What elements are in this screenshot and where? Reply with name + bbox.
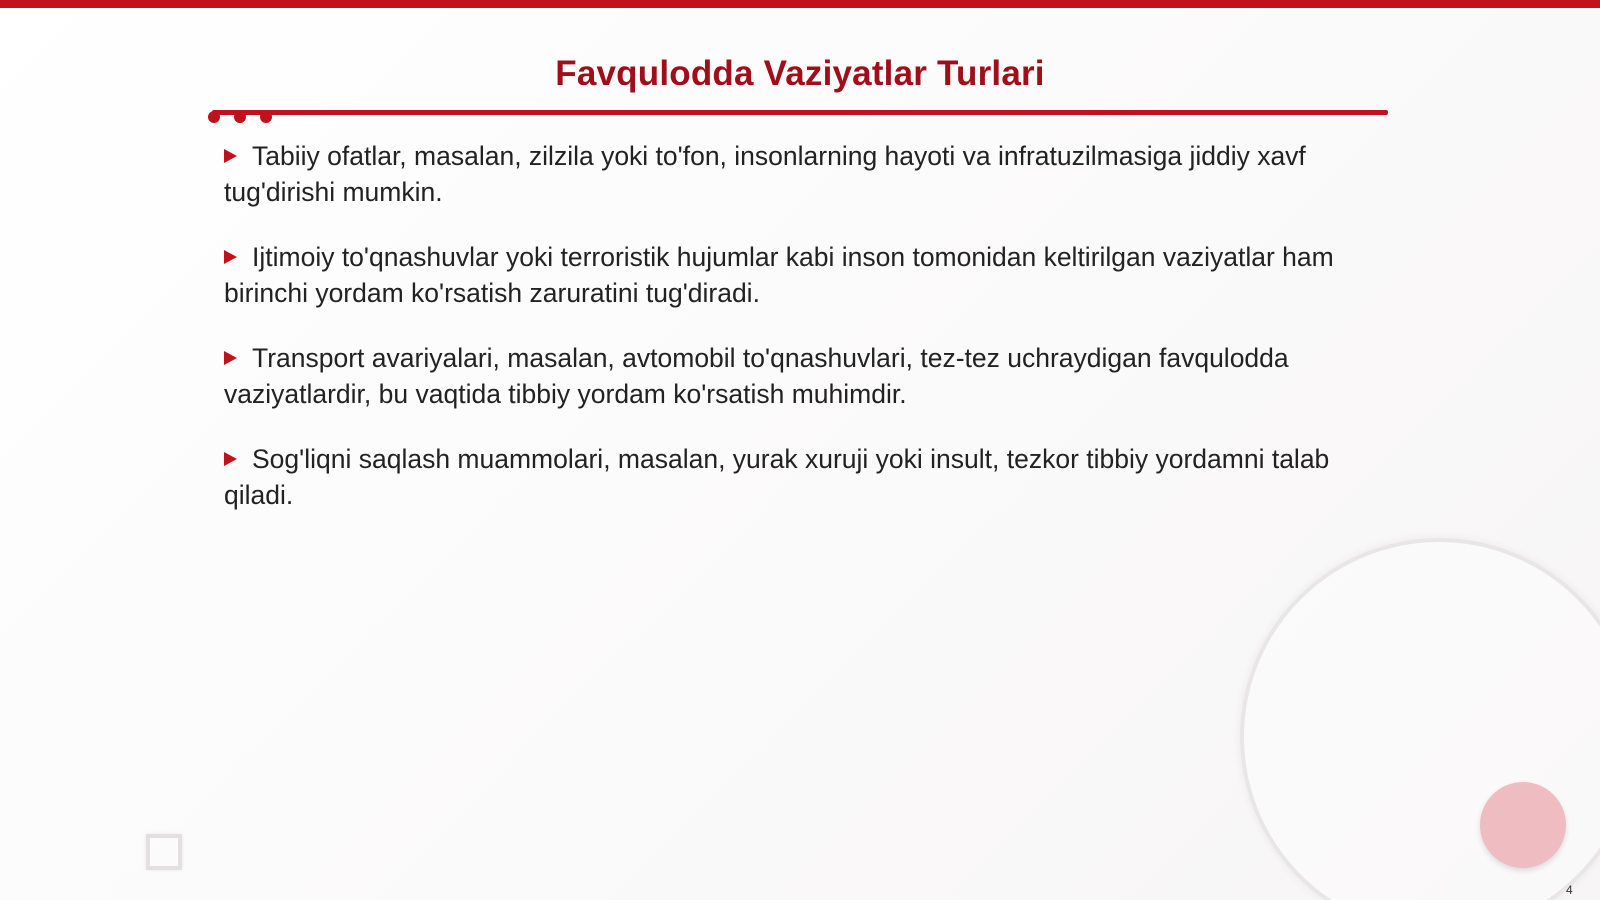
bullet-text: Ijtimoiy to'qnashuvlar yoki terroristik hujumlar kabi inson tomonidan keltirilgan vaziyatlar ham birinchi yordam ko'rsatish zaruratini tug'diradi. (224, 242, 1334, 308)
triangle-right-icon (224, 351, 237, 365)
page-number: 4 (1566, 883, 1573, 897)
bullet-list (224, 138, 1354, 542)
bullet-item (224, 441, 1354, 513)
bullet-text: Tabiiy ofatlar, masalan, zilzila yoki to'fon, insonlarning hayoti va infratuzilmasiga jiddiy xavf tug'dirishi mumkin. (224, 141, 1306, 207)
underline-dot (234, 111, 246, 123)
bullet-item (224, 340, 1354, 412)
slide-title: Favqulodda Vaziyatlar Turlari (555, 54, 1045, 93)
underline-dot (208, 111, 220, 123)
bullet-text: Transport avariyalari, masalan, avtomobil to'qnashuvlari, tez-tez uchraydigan favqulodda vaziyatlardir, bu vaqtida tibbiy yordam ko'rsatish muhimdir. (224, 343, 1289, 409)
bullet-item (224, 138, 1354, 210)
triangle-right-icon (224, 452, 237, 466)
underline-dot (260, 111, 272, 123)
top-accent-bar (0, 0, 1600, 8)
bullet-item (224, 239, 1354, 311)
triangle-right-icon (224, 149, 237, 163)
triangle-right-icon (224, 250, 237, 264)
bullet-text: Sog'liqni saqlash muammolari, masalan, yurak xuruji yoki insult, tezkor tibbiy yordamni talab qiladi. (224, 444, 1330, 510)
title-underline (212, 110, 1388, 115)
decorative-circle (1480, 782, 1566, 868)
decorative-square (146, 834, 182, 870)
